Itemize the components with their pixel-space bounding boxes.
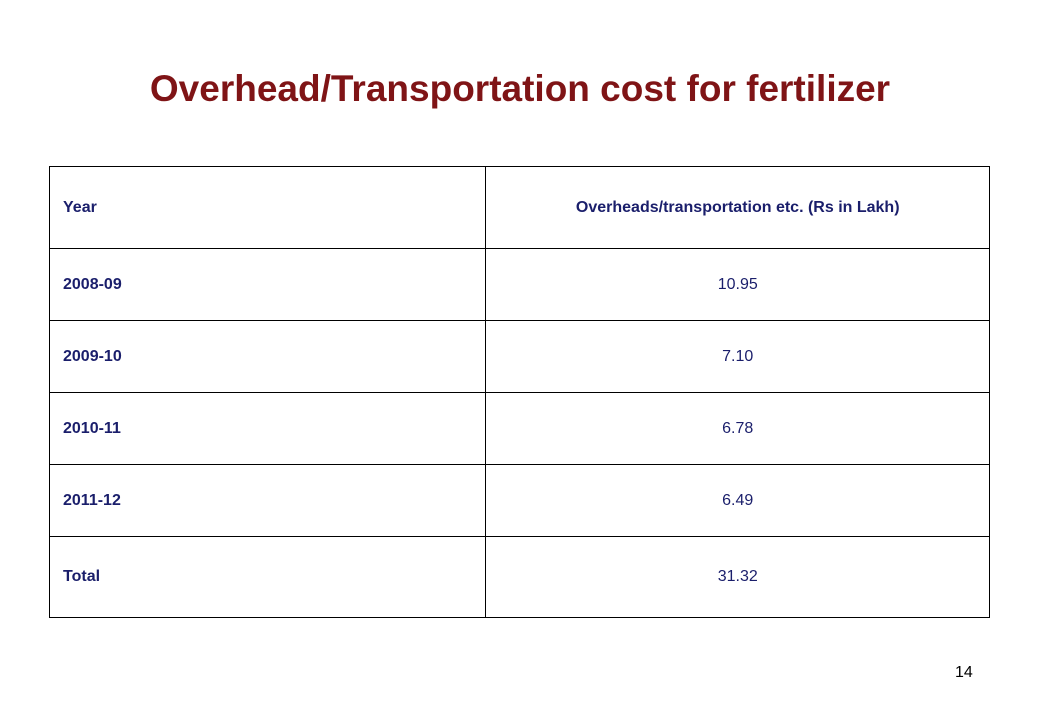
- cost-table: [49, 166, 990, 618]
- total-row: [50, 537, 990, 618]
- table-row: [50, 465, 990, 537]
- table-row: [50, 249, 990, 321]
- slide-title: Overhead/Transportation cost for fertilizer: [149, 68, 891, 109]
- table-row: [50, 321, 990, 393]
- value-cell: 7.10: [486, 321, 990, 393]
- value-cell: 10.95: [486, 249, 990, 321]
- table-row: [50, 393, 990, 465]
- year-cell: 2011-12: [50, 465, 486, 537]
- year-cell: 2010-11: [50, 393, 486, 465]
- year-column-header: Year: [50, 167, 486, 249]
- total-value-cell: 31.32: [486, 537, 990, 618]
- year-cell: 2008-09: [50, 249, 486, 321]
- table-header-row: [50, 167, 990, 249]
- value-cell: 6.78: [486, 393, 990, 465]
- value-column-header: Overheads/transportation etc. (Rs in Lakh): [486, 167, 990, 249]
- total-label-cell: Total: [50, 537, 486, 618]
- year-cell: 2009-10: [50, 321, 486, 393]
- page-number: 14: [955, 664, 973, 681]
- value-cell: 6.49: [486, 465, 990, 537]
